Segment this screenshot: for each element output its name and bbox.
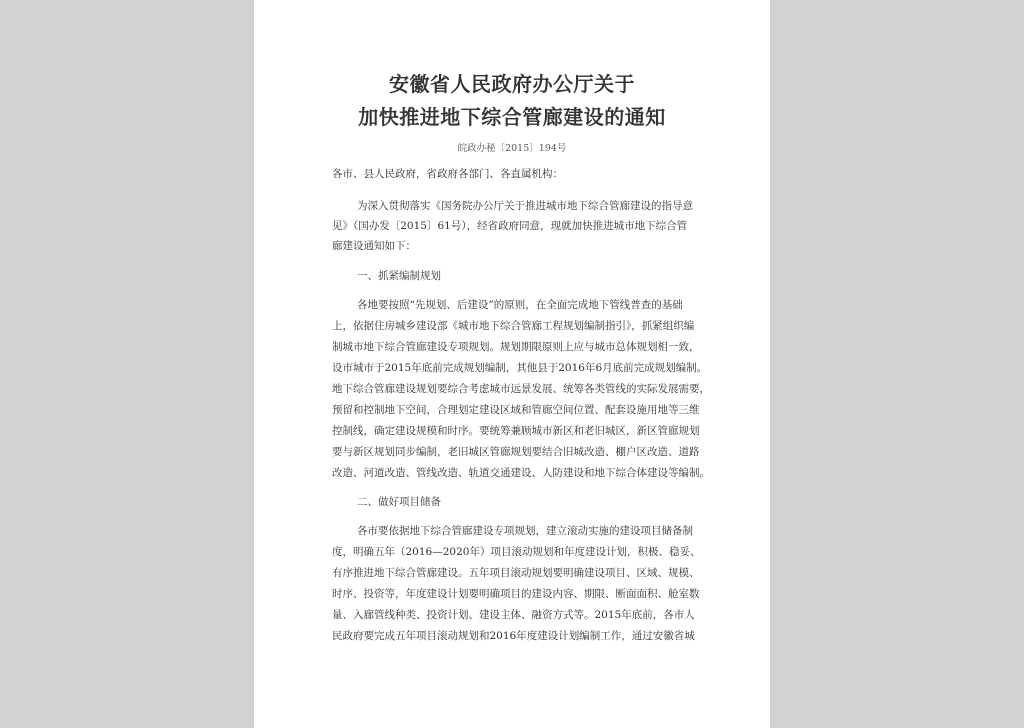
section-2-line: 有序推进地下综合管廊建设。五年项目滚动规划要明确建设项目、区域、规模、	[332, 567, 700, 579]
addressee: 各市、县人民政府，省政府各部门、各直属机构：	[332, 168, 563, 180]
section-2-line: 各市要依据地下综合管廊建设专项规划，建立滚动实施的建设项目储备制	[357, 525, 693, 537]
document-page	[254, 0, 770, 728]
section-1-line: 预留和控制地下空间，合理划定建设区域和管廊空间位置、配套设施用地等三维	[332, 404, 700, 416]
section-1-line: 上，依据住房城乡建设部《城市地下综合管廊工程规划编制指引》，抓紧组织编	[332, 320, 695, 332]
section-1-line: 设市城市于2015年底前完成规划编制，其他县于2016年6月底前完成规划编制。	[332, 362, 708, 374]
document-title-line-1: 安徽省人民政府办公厅关于	[389, 72, 635, 96]
intro-line: 廊建设通知如下：	[332, 240, 416, 252]
section-1-line: 要与新区规划同步编制，老旧城区管廊规划要结合旧城改造、棚户区改造、道路	[332, 446, 700, 458]
section-2-line: 度，明确五年（2016—2020年）项目滚动规划和年度建设计划，积极、稳妥、	[332, 546, 701, 558]
document-title-line-2: 加快推进地下综合管廊建设的通知	[358, 105, 666, 129]
section-1-line: 控制线，确定建设规模和时序。要统筹兼顾城市新区和老旧城区，新区管廊规划	[332, 425, 700, 437]
section-2-heading: 二、做好项目储备	[357, 496, 441, 508]
section-1-line: 改造、河道改造、管线改造、轨道交通建设、人防建设和地下综合体建设等编制。	[332, 467, 710, 479]
section-1-line: 各地要按照“先规划、后建设”的原则，在全面完成地下管线普查的基础	[357, 299, 683, 311]
section-1-line: 地下综合管廊建设规划要综合考虑城市远景发展、统筹各类管线的实际发展需要，	[332, 383, 710, 395]
section-2-line: 时序、投资等，年度建设计划要明确项目的建设内容、期限、断面面积、舱室数	[332, 588, 700, 600]
section-1-line: 制城市地下综合管廊建设专项规划。规划期限原则上应与城市总体规划相一致，	[332, 341, 700, 353]
intro-line: 为深入贯彻落实《国务院办公厅关于推进城市地下综合管廊建设的指导意	[357, 200, 693, 212]
intro-line: 见》（国办发〔2015〕61号），经省政府同意，现就加快推进城市地下综合管	[332, 220, 688, 232]
section-1-heading: 一、抓紧编制规划	[357, 270, 441, 282]
document-number: 皖政办秘〔2015〕194号	[457, 143, 567, 154]
section-2-line: 民政府要完成五年项目滚动规划和2016年度建设计划编制工作，通过安徽省城	[332, 630, 695, 642]
section-2-line: 量、入廊管线种类、投资计划、建设主体、融资方式等。2015年底前，各市人	[332, 609, 695, 621]
